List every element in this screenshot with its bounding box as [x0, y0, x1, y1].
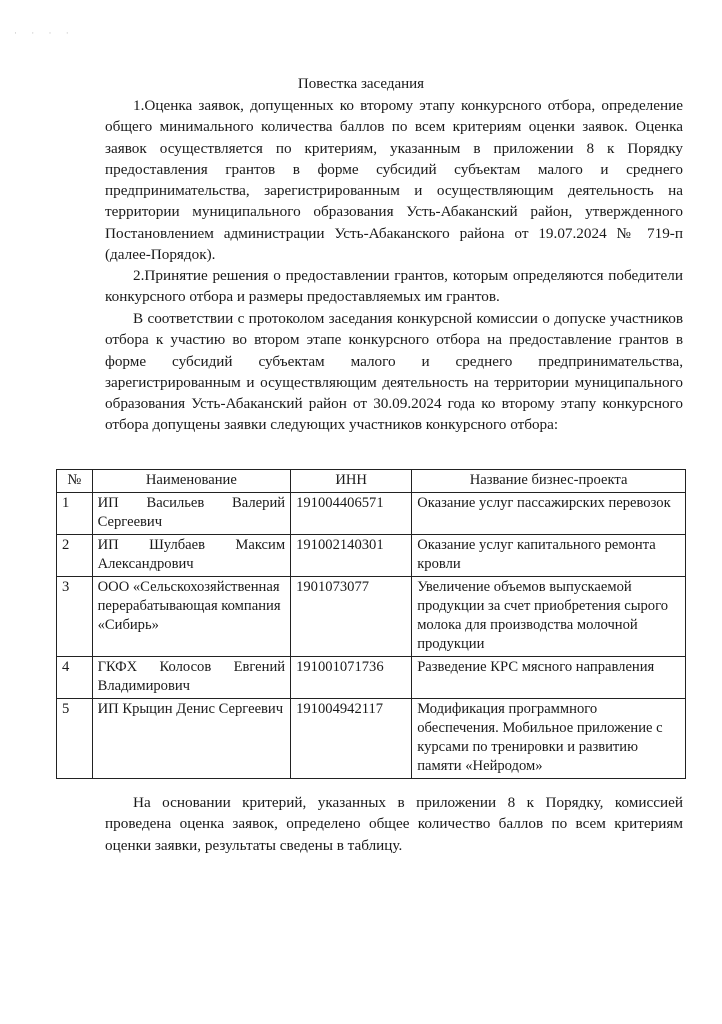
- applicant-inn: 191004942117: [291, 699, 412, 779]
- header-inn: ИНН: [291, 470, 412, 493]
- evaluation-paragraph: На основании критерий, указанных в приложении 8 к Порядку, комиссией проведена оценка заявок, определено общее количество баллов по всем критериям оценки заявки, результаты сведены в таблицу.: [105, 794, 683, 854]
- table-header-row: [57, 470, 686, 493]
- applicant-inn: 1901073077: [291, 577, 412, 657]
- project-name: Оказание услуг капитального ремонта кровли: [412, 535, 686, 577]
- applicant-name: ИП Васильев Валерий Сергеевич: [92, 493, 290, 535]
- applicant-name: ГКФХ Колосов Евгений Владимирович: [92, 657, 290, 699]
- applicant-name: ИП Крыцин Денис Сергеевич: [92, 699, 290, 779]
- scan-marks: · · · ·: [14, 28, 75, 38]
- applicant-name: ИП Шулбаев Максим Александрович: [92, 535, 290, 577]
- applicants-table: [56, 469, 686, 779]
- agenda-item-2: 2.Принятие решения о предоставлении грантов, которым определяются победители конкурсного отбора и размеры предоставляемых им грантов.: [105, 267, 683, 306]
- project-name: Модификация программного обеспечения. Мобильное приложение с курсами по тренировки и развитию памяти «Нейродом»: [412, 699, 686, 779]
- row-number: 1: [57, 493, 93, 535]
- project-name: Увеличение объемов выпускаемой продукции за счет приобретения сырого молока для производства молочной продукции: [412, 577, 686, 657]
- admission-paragraph: В соответствии с протоколом заседания конкурсной комиссии о допуске участников отбора к участию во втором этапе конкурсного отбора на предоставление грантов в форме субсидий субъектам малого и среднего предпринимательства, зарегистрированным и осуществляющим деятельность на территории муниципального образования Усть-Абаканский район от 30.09.2024 года ко второму этапу конкурсного отбора допущены заявки следующих участников конкурсного отбора:: [105, 310, 683, 434]
- page-title: Повестка заседания: [297, 76, 425, 92]
- table-row: [57, 699, 686, 779]
- row-number: 3: [57, 577, 93, 657]
- applicant-inn: 191004406571: [291, 493, 412, 535]
- applicant-inn: 191002140301: [291, 535, 412, 577]
- header-name: Наименование: [92, 470, 290, 493]
- table-row: [57, 577, 686, 657]
- agenda-item-1: 1.Оценка заявок, допущенных ко второму этапу конкурсного отбора, определение общего минимального количества баллов по всем критериям оценки заявок. Оценка заявок осуществляется по критериям, указанным в приложении 8 к Порядку предоставления грантов в форме субсидий субъектам малого и среднего предпринимательства, зарегистрированным и осуществляющим деятельность на территории муниципального образования Усть-Абаканский район, утвержденного Постановлением администрации Усть-Абаканского района от 19.07.2024 № 719-п (далее-Порядок).: [105, 97, 683, 264]
- project-name: Оказание услуг пассажирских перевозок: [412, 493, 686, 535]
- table-row: [57, 535, 686, 577]
- row-number: 4: [57, 657, 93, 699]
- row-number: 5: [57, 699, 93, 779]
- applicant-inn: 191001071736: [291, 657, 412, 699]
- table-row: [57, 493, 686, 535]
- header-number: №: [57, 470, 93, 493]
- header-project: Название бизнес-проекта: [412, 470, 686, 493]
- table-row: [57, 657, 686, 699]
- row-number: 2: [57, 535, 93, 577]
- applicant-name: ООО «Сельскохозяйственная перерабатывающая компания «Сибирь»: [92, 577, 290, 657]
- project-name: Разведение КРС мясного направления: [412, 657, 686, 699]
